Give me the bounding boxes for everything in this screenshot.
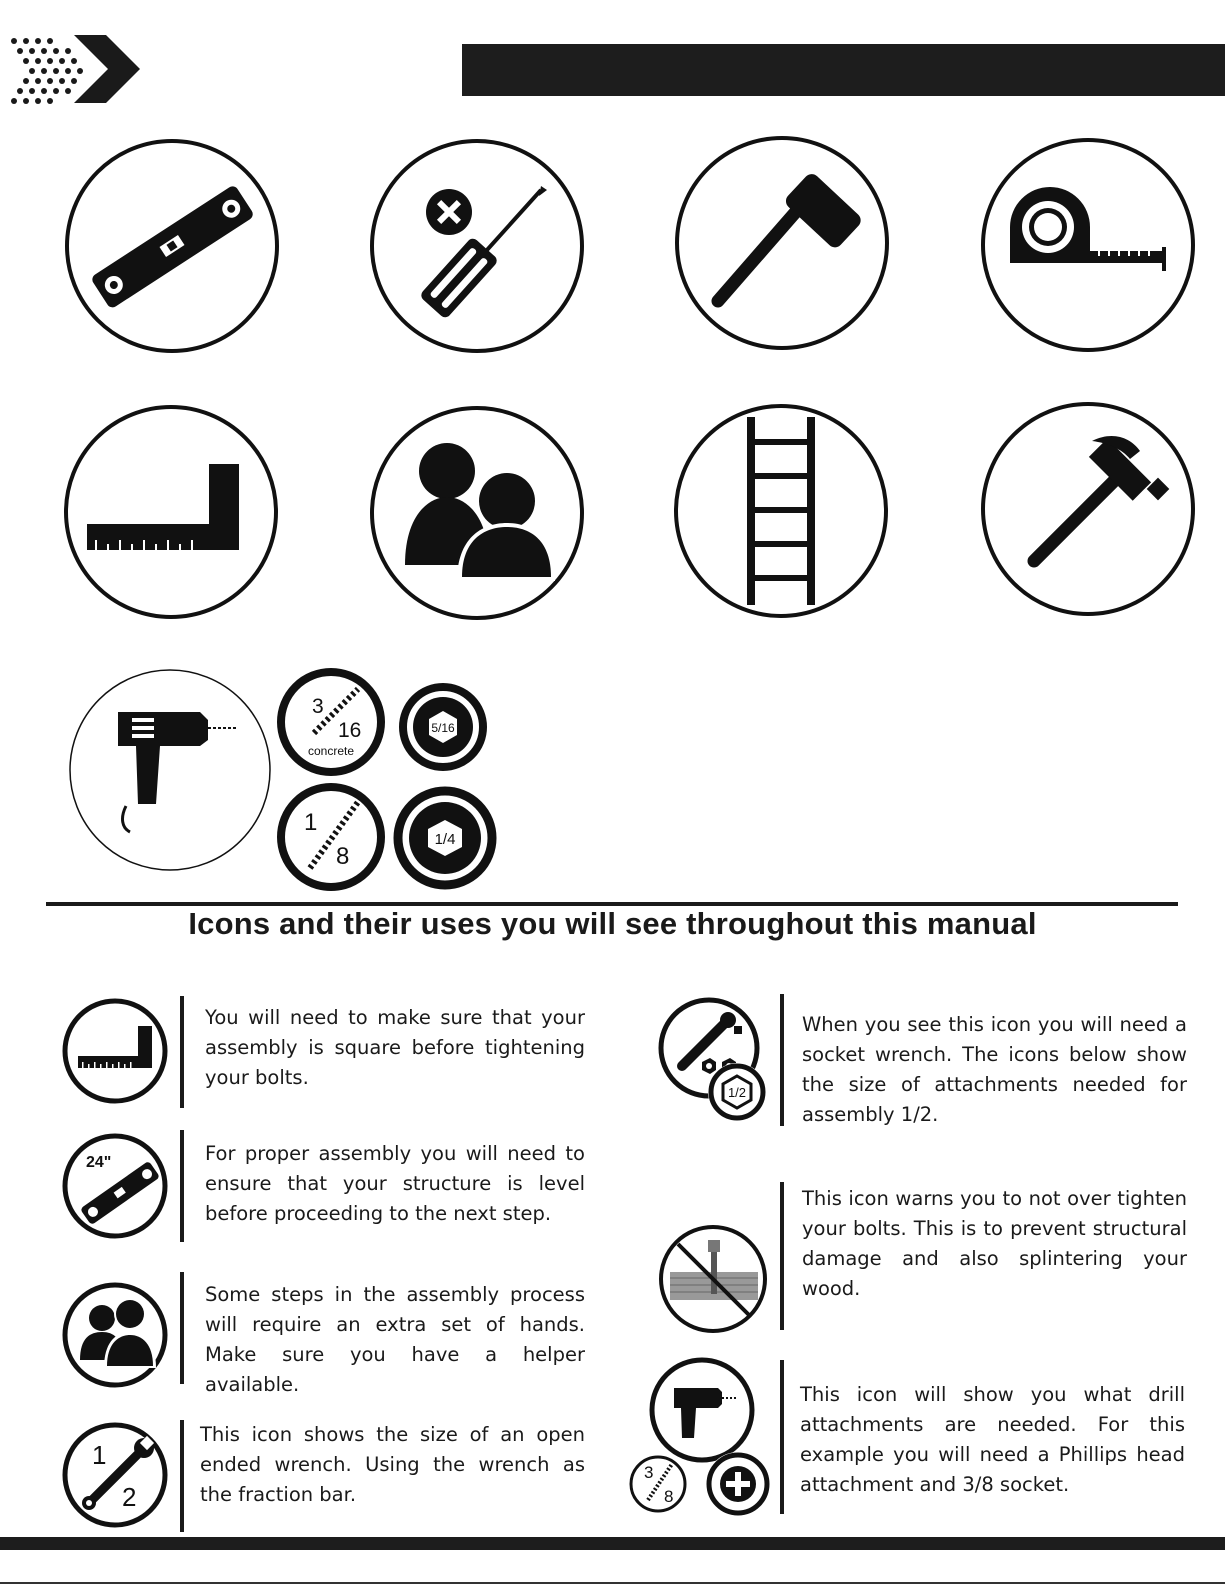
bit-a-denominator: 16 — [338, 719, 362, 742]
legend-wrench-text: This icon shows the size of an open ended wrench. Using the wrench as the fraction bar. — [200, 1423, 585, 1506]
legend-divider — [780, 994, 784, 1126]
legend-helper-text: Some steps in the assembly process will require an extra set of hands. Make sure you have a helper available. — [205, 1283, 585, 1396]
legend-overtighten-text: This icon warns you to not over tighten your bolts. This is to prevent structural damage and also splintering your wood. — [802, 1187, 1187, 1300]
level-length-badge: 24" — [86, 1154, 112, 1171]
level-icon — [64, 138, 280, 354]
socket-b-label: 1/4 — [434, 831, 456, 848]
bit-b-numerator: 1 — [304, 809, 318, 836]
legend-drill-text: This icon will show you what drill attachments are needed. For this example you will need a Phillips head attachment and 3/8 socket. — [800, 1383, 1185, 1496]
drill-bit-3-16-concrete-icon — [276, 667, 386, 777]
legend-socket-wrench-icon — [652, 996, 777, 1122]
legend-helper-icon — [60, 1280, 170, 1390]
drill-fraction-numerator: 3 — [644, 1463, 654, 1482]
footer-line — [0, 1582, 1225, 1584]
legend-level-text: For proper assembly you will need to ensure that your structure is level before proceeding to the next step. — [205, 1142, 585, 1225]
legend-divider — [180, 1130, 184, 1242]
tape-measure-icon — [980, 137, 1196, 353]
legend-socket-text: When you see this icon you will need a socket wrench. The icons below show the size of attachments needed for assembly 1/2. — [802, 1013, 1187, 1126]
wrench-denominator: 2 — [122, 1482, 137, 1512]
bit-a-caption: concrete — [307, 744, 355, 758]
two-people-icon — [369, 405, 585, 621]
phillips-screwdriver-icon — [369, 138, 585, 354]
legend-square-icon — [60, 996, 170, 1106]
chevron-logo-icon — [6, 33, 141, 105]
power-drill-icon — [68, 668, 272, 872]
legend-divider — [780, 1182, 784, 1330]
legend-divider — [180, 1272, 184, 1384]
footer-bar — [0, 1537, 1225, 1550]
socket-a-label: 5/16 — [431, 721, 455, 735]
legend-divider — [180, 996, 184, 1108]
bit-b-denominator: 8 — [336, 843, 350, 870]
wrench-numerator: 1 — [92, 1440, 107, 1470]
legend-drill-attachments-icon — [626, 1356, 776, 1516]
legend-divider — [780, 1360, 784, 1514]
legend-open-wrench-icon — [60, 1420, 170, 1530]
claw-hammer-icon — [980, 401, 1196, 617]
socket-5-16-icon — [396, 680, 490, 774]
page-title: Icons and their uses you will see throughout this manual — [188, 906, 1037, 941]
carpenter-square-icon — [63, 404, 279, 620]
legend-level-icon — [60, 1131, 170, 1241]
legend-square-text: You will need to make sure that your assembly is square before tightening your bolts. — [205, 1006, 585, 1089]
drill-bit-1-8-icon — [276, 782, 386, 892]
bit-a-numerator: 3 — [312, 695, 324, 718]
ladder-icon — [673, 403, 889, 619]
socket-size-label: 1/2 — [727, 1085, 747, 1100]
socket-1-4-icon — [391, 784, 499, 892]
rubber-mallet-icon — [674, 135, 890, 351]
drill-fraction-denominator: 8 — [664, 1487, 674, 1506]
legend-no-overtighten-icon — [656, 1222, 771, 1337]
legend-divider — [180, 1420, 184, 1532]
header-bar — [462, 44, 1225, 96]
